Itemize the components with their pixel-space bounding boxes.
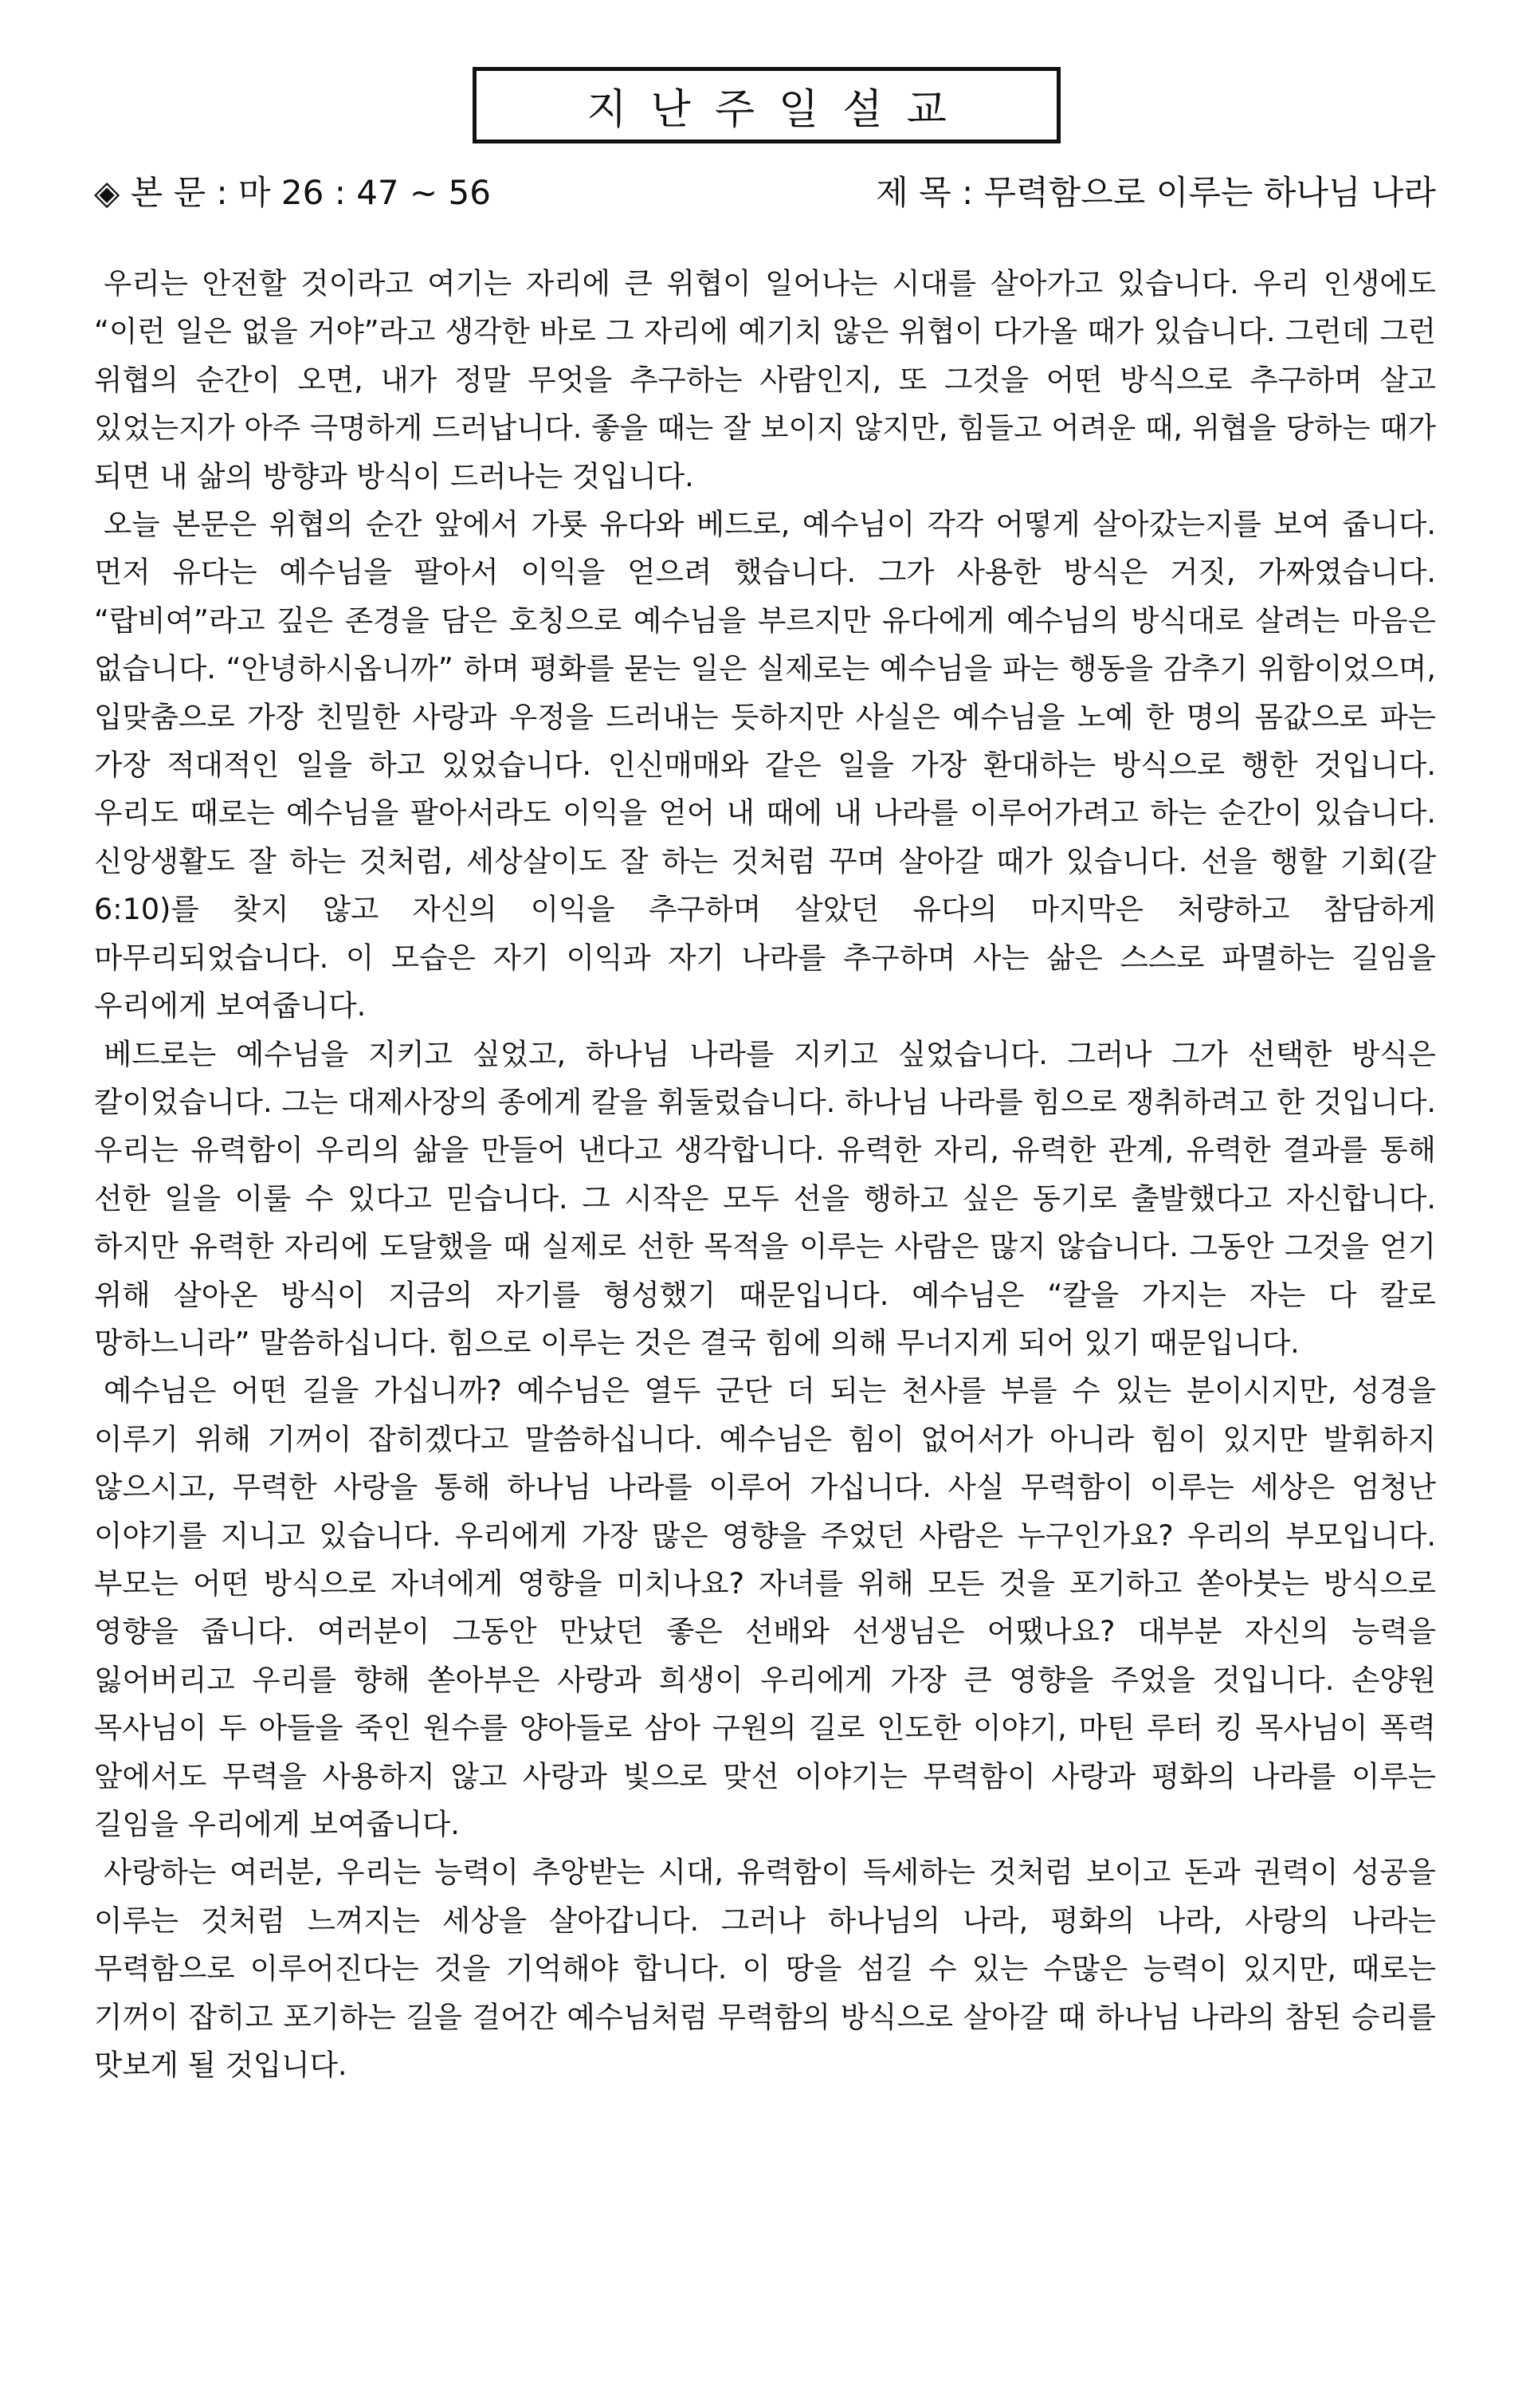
paragraph-1: 우리는 안전할 것이라고 여기는 자리에 큰 위협이 일어나는 시대를 살아가고 있습니다. 우리 인생에도 “이런 일은 없을 거야”라고 생각한 바로 그 자리에 예기치 않은 위협이 다가올 때가 있습니다. 그런데 그런 위협의 순간이 오면, 내가 정말 무엇을 추구하는 사람인지, 또 그것을 어떤 방식으로 추구하며 살고 있었는지가 아주 극명하게 드러납니다. 좋을 때는 잘 보이지 않지만, 힘들고 어려운 때, 위협을 당하는 때가 되면 내 삶의 방향과 방식이 드러나는 것입니다. [94, 266, 1436, 493]
paragraph-2: 오늘 본문은 위협의 순간 앞에서 가룟 유다와 베드로, 예수님이 각각 어떻게 살아갔는지를 보여 줍니다. 먼저 유다는 예수님을 팔아서 이익을 얻으려 했습니다. 그가 사용한 방식은 거짓, 가짜였습니다. “랍비여”라고 깊은 존경을 담은 호칭으로 예수님을 부르지만 유다에게 예수님의 방식대로 살려는 마음은 없습니다. “안녕하시옵니까” 하며 평화를 묻는 일은 실제로는 예수님을 파는 행동을 감추기 위함이었으며, 입맞춤으로 가장 친밀한 사랑과 우정을 드러내는 듯하지만 사실은 예수님을 노예 한 명의 몸값으로 파는 가장 적대적인 일을 하고 있었습니다. 인신매매와 같은 일을 가장 환대하는 방식으로 행한 것입니다. 우리도 때로는 예수님을 팔아서라도 이익을 얻어 내 때에 내 나라를 이루어가려고 하는 순간이 있습니다. 신앙생활도 잘 하는 것처럼, 세상살이도 잘 하는 것처럼 꾸며 살아갈 때가 있습니다. 선을 행할 기회(갈 6:10)를 찾지 않고 자신의 이익을 추구하며 살았던 유다의 마지막은 처량하고 참담하게 마무리되었습니다. 이 모습은 자기 이익과 자기 나라를 추구하며 사는 삶은 스스로 파멸하는 길임을 우리에게 보여줍니다. [94, 507, 1436, 1023]
scripture-reference: ◈ 본 문 : 마 26 : 47 ~ 56 [94, 173, 491, 212]
paragraph-3: 베드로는 예수님을 지키고 싶었고, 하나님 나라를 지키고 싶었습니다. 그러나 그가 선택한 방식은 칼이었습니다. 그는 대제사장의 종에게 칼을 휘둘렀습니다. 하나님 나라를 힘으로 쟁취하려고 한 것입니다. 우리는 유력함이 우리의 삶을 만들어 낸다고 생각합니다. 유력한 자리, 유력한 관계, 유력한 결과를 통해 선한 일을 이룰 수 있다고 믿습니다. 그 시작은 모두 선을 행하고 싶은 동기로 출발했다고 자신합니다. 하지만 유력한 자리에 도달했을 때 실제로 선한 목적을 이루는 사람은 많지 않습니다. 그동안 그것을 얻기 위해 살아온 방식이 지금의 자기를 형성했기 때문입니다. 예수님은 “칼을 가지는 자는 다 칼로 망하느니라” 말씀하십니다. 힘으로 이루는 것은 결국 힘에 의해 무너지게 되어 있기 때문입니다. [94, 1036, 1436, 1360]
paragraph-4: 예수님은 어떤 길을 가십니까? 예수님은 열두 군단 더 되는 천사를 부를 수 있는 분이시지만, 성경을 이루기 위해 기꺼이 잡히겠다고 말씀하십니다. 예수님은 힘이 없어서가 아니라 힘이 있지만 발휘하지 않으시고, 무력한 사랑을 통해 하나님 나라를 이루어 가십니다. 사실 무력함이 이루는 세상은 엄청난 이야기를 지니고 있습니다. 우리에게 가장 많은 영향을 주었던 사람은 누구인가요? 우리의 부모입니다. 부모는 어떤 방식으로 자녀에게 영향을 미치나요? 자녀를 위해 모든 것을 포기하고 쏟아붓는 방식으로 영향을 줍니다. 여러분이 그동안 만났던 좋은 선배와 선생님은 어땠나요? 대부분 자신의 능력을 잃어버리고 우리를 향해 쏟아부은 사랑과 희생이 우리에게 가장 큰 영향을 주었을 것입니다. 손양원 목사님이 두 아들을 죽인 원수를 양아들로 삼아 구원의 길로 인도한 이야기, 마틴 루터 킹 목사님이 폭력 앞에서도 무력을 사용하지 않고 사랑과 빛으로 맞선 이야기는 무력함이 사랑과 평화의 나라를 이루는 길임을 우리에게 보여줍니다. [94, 1373, 1436, 1841]
sermon-meta [94, 169, 1436, 217]
paragraph-5: 사랑하는 여러분, 우리는 능력이 추앙받는 시대, 유력함이 득세하는 것처럼 보이고 돈과 권력이 성공을 이루는 것처럼 느껴지는 세상을 살아갑니다. 그러나 하나님의 나라, 평화의 나라, 사랑의 나라는 무력함으로 이루어진다는 것을 기억해야 합니다. 이 땅을 섬길 수 있는 수많은 능력이 있지만, 때로는 기꺼이 잡히고 포기하는 길을 걸어간 예수님처럼 무력함의 방식으로 살아갈 때 하나님 나라의 참된 승리를 맛보게 될 것입니다. [94, 1855, 1436, 2083]
page-title: 지난주일설교 [586, 85, 971, 134]
sermon-title: 제 목 : 무력함으로 이루는 하나님 나라 [876, 173, 1436, 212]
page-title-box [473, 67, 1061, 143]
sermon-body [94, 260, 1436, 2089]
